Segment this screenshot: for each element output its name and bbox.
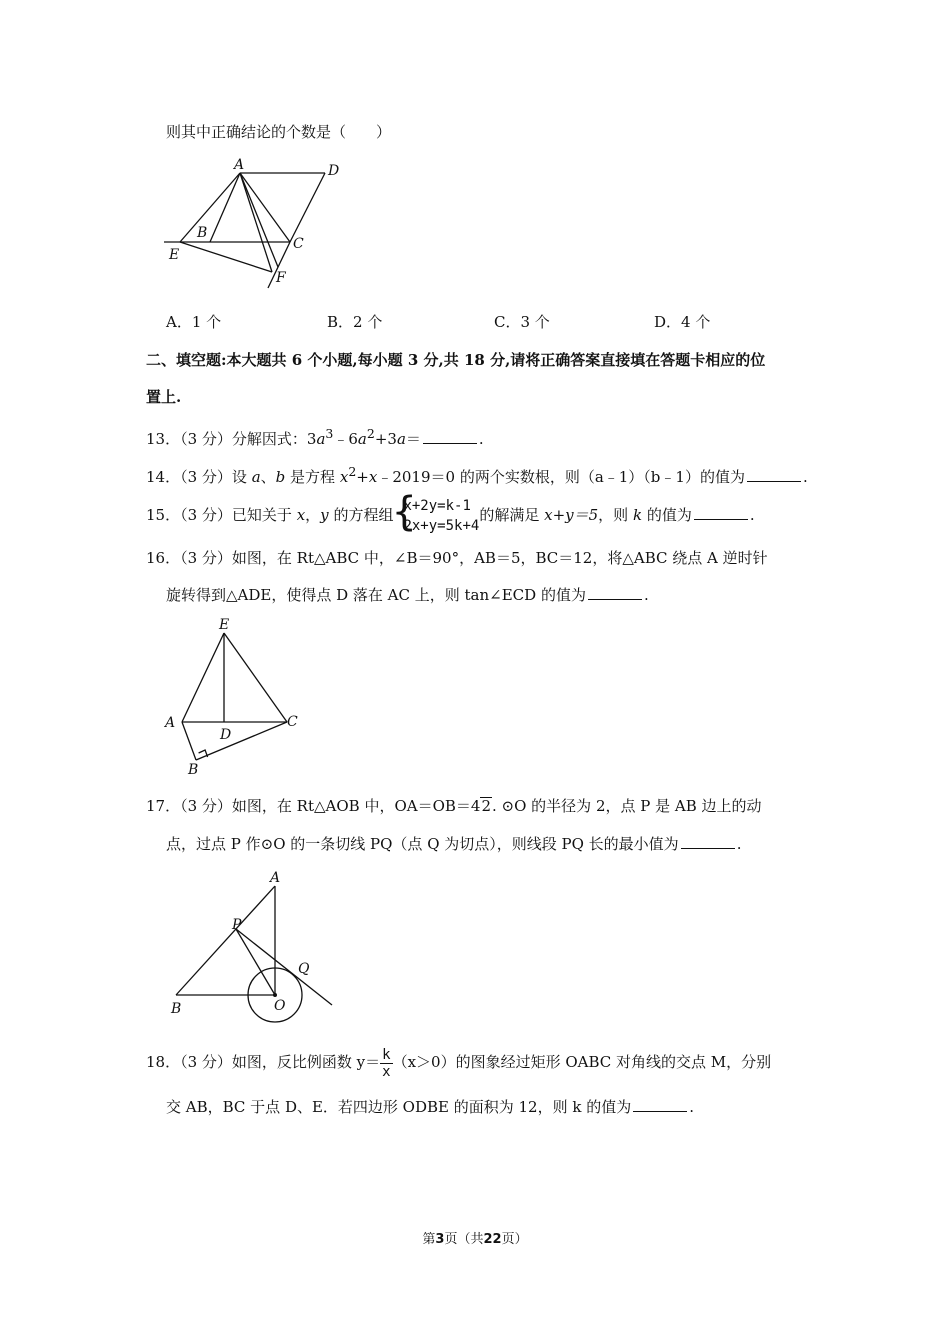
question-15: 15．（3 分）已知关于 x，y 的方程组 { x+2y=k-1 2x+y=5k+4 的解满足 x+y＝5，则 k 的值为 . — [146, 489, 755, 535]
q18-frac-den: x — [382, 1063, 391, 1080]
q18-line1a: 18．（3 分）如图，反比例函数 y＝ — [146, 1053, 381, 1071]
choice-b: B．2 个 — [327, 313, 383, 331]
footer-pre: 第 — [422, 1232, 436, 1247]
q15-mid1: 的方程组 — [333, 506, 394, 524]
question-13: 13．（3 分）分解因式：$3a^3﹣6a^2+3a=$ . — [146, 426, 484, 448]
q18-answer-blank[interactable] — [633, 1097, 687, 1112]
q13-equals: ＝ — [405, 430, 421, 448]
question-17-line1 — [146, 796, 762, 816]
fig12-label-b: B — [197, 225, 208, 241]
q14-number: 14．（3 分）设 — [146, 468, 247, 486]
footer-post: 页） — [501, 1232, 528, 1247]
q15-eq2: 2x+y=5k+4 — [403, 518, 480, 534]
q15-tail2: 的值为 — [646, 506, 692, 524]
fig12-label-f: F — [276, 270, 286, 286]
q15-number: 15．（3 分）已知关于 — [146, 506, 292, 524]
q17-line1a: 17．（3 分）如图，在 Rt△AOB 中，OA＝OB＝4 — [146, 797, 481, 815]
footer-page-number: 3 — [435, 1232, 445, 1247]
q17-line2: 点，过点 P 作⊙O 的一条切线 PQ（点 Q 为切点），则线段 PQ 长的最小值为 — [166, 835, 679, 853]
q14-tail: 的两个实数根，则（a﹣1）（b﹣1）的值为 — [459, 468, 745, 486]
section2-heading: 二、填空题:本大题共 6 个小题,每小题 3 分,共 18 分,请将正确答案直接填在答题卡相应的位 — [146, 351, 766, 369]
q15-equation-system: { x+2y=k-1 2x+y=5k+4 — [391, 489, 480, 535]
q13-number: 13．（3 分）分解因式： — [146, 430, 307, 448]
question-14: 14．（3 分）设 a、b 是方程 $x^2+x﹣2019=0$ 的两个实数根，则（a﹣1）（b﹣1）的值为 . — [146, 464, 808, 486]
q16-line1: 16．（3 分）如图，在 Rt△ABC 中，∠B＝90°，AB＝5，BC＝12，将△ABC 绕点 A 逆时针 — [146, 549, 768, 567]
q15-tail1: ，则 — [598, 506, 629, 524]
footer-mid: 页（共 — [444, 1232, 484, 1247]
fig16-label-a: A — [165, 715, 176, 731]
q14-mid: 是方程 — [290, 468, 336, 486]
fig17-label-o: O — [274, 998, 286, 1014]
q13-answer-blank[interactable] — [423, 429, 477, 444]
choice-d: D．4 个 — [654, 313, 711, 331]
q18-line2: 交 AB，BC 于点 D、E．若四边形 ODBE 的面积为 12，则 k 的值为 — [166, 1098, 632, 1116]
q18-frac-num: k — [382, 1046, 391, 1063]
question-18-line1 — [146, 1044, 771, 1080]
choice-c: C．3 个 — [494, 313, 550, 331]
q15-var: k — [632, 506, 643, 524]
fig16-label-c: C — [287, 714, 298, 730]
fig12-label-d: D — [328, 163, 340, 179]
question-18: 交 AB，BC 于点 D、E．若四边形 ODBE 的面积为 12，则 k 的值为 . — [166, 1098, 695, 1116]
fig16-label-b: B — [188, 762, 199, 778]
figure-q12 — [160, 155, 350, 295]
section2-heading-cont: 置上. — [146, 388, 182, 406]
q15-answer-blank[interactable] — [694, 505, 748, 520]
q17-line1b: . ⊙O 的半径为 2，点 P 是 AB 边上的动 — [492, 797, 762, 815]
footer-total-pages: 22 — [483, 1232, 502, 1247]
q15-condition: x+y＝5 — [544, 506, 599, 524]
question-17: 点，过点 P 作⊙O 的一条切线 PQ（点 Q 为切点），则线段 PQ 长的最小值为 . — [166, 835, 742, 853]
fig12-label-a: A — [234, 157, 245, 173]
q15-mid2: 的解满足 — [479, 506, 540, 524]
fig12-label-e: E — [169, 247, 180, 263]
fig17-label-b: B — [171, 1001, 182, 1017]
q18-line1b: （x＞0）的图象经过矩形 OABC 对角线的交点 M，分别 — [392, 1053, 772, 1071]
question-16: 旋转得到△ADE，使得点 D 落在 AC 上，则 tan∠ECD 的值为 . — [166, 586, 649, 604]
q17-answer-blank[interactable] — [681, 834, 735, 849]
fig12-label-c: C — [293, 236, 304, 252]
q16-answer-blank[interactable] — [588, 585, 642, 600]
fig17-label-q: Q — [298, 961, 310, 977]
q16-line2: 旋转得到△ADE，使得点 D 落在 AC 上，则 tan∠ECD 的值为 — [166, 586, 586, 604]
choice-a: A．1 个 — [166, 313, 222, 331]
q18-fraction — [380, 1047, 392, 1080]
q12-tail-text: 则其中正确结论的个数是（ ） — [166, 123, 392, 141]
q15-eq1: x+2y=k-1 — [403, 498, 471, 514]
figure-q16 — [160, 618, 310, 778]
figure-q17 — [160, 868, 340, 1028]
page-footer — [0, 1228, 950, 1247]
fig16-label-e: E — [219, 618, 230, 633]
fig17-label-p: P — [232, 917, 242, 933]
fig16-label-d: D — [220, 727, 232, 743]
q17-sqrt: 2 — [481, 797, 491, 815]
q14-answer-blank[interactable] — [747, 467, 801, 482]
fig17-label-a: A — [270, 870, 281, 886]
